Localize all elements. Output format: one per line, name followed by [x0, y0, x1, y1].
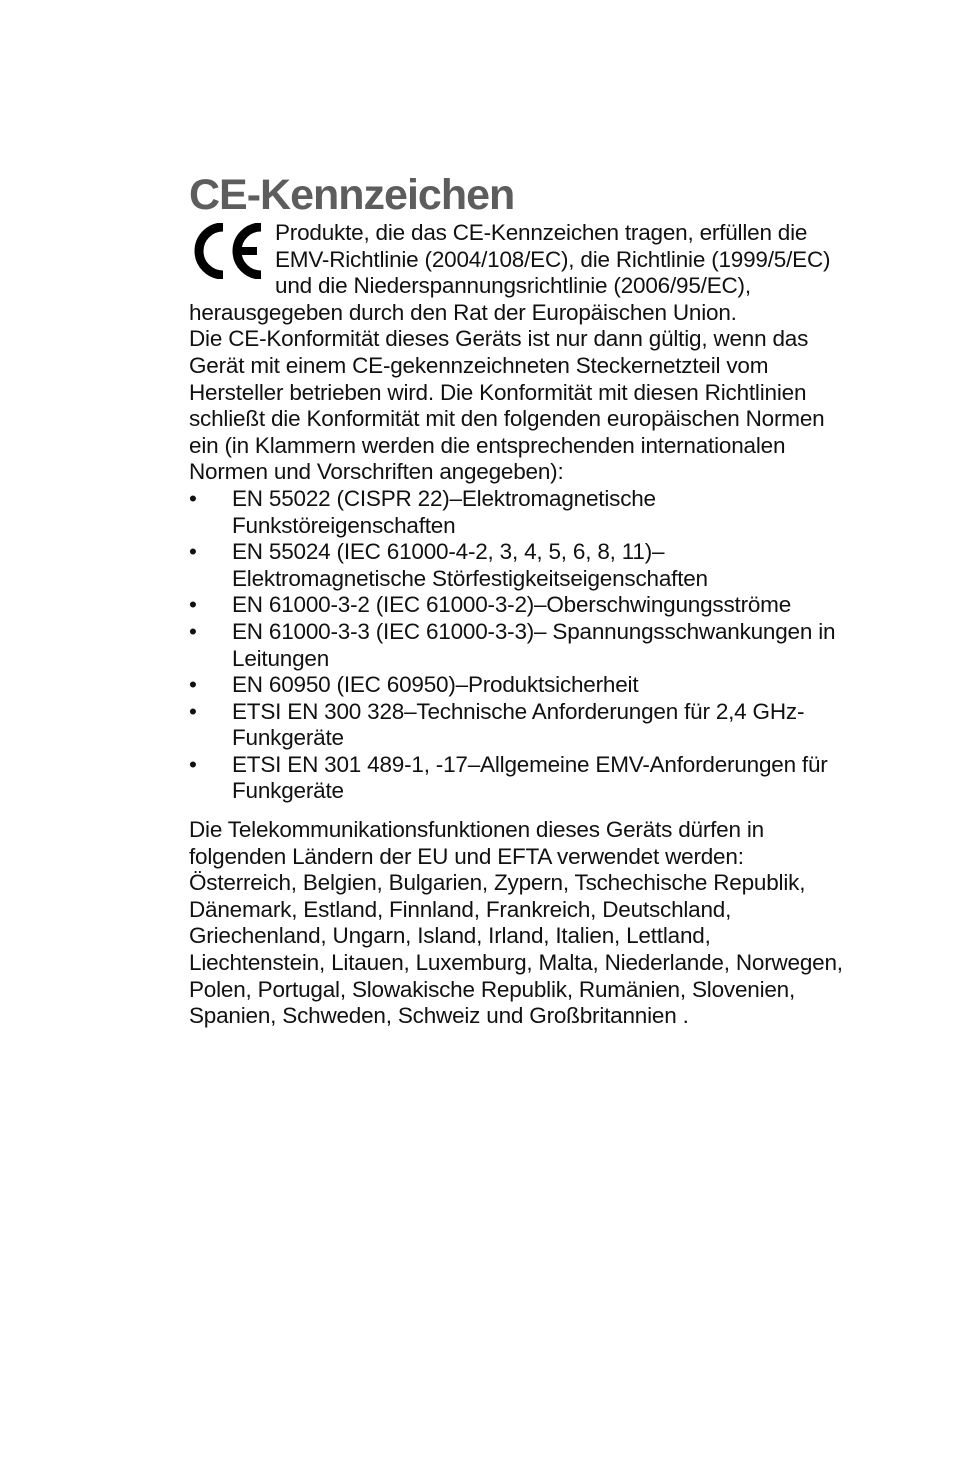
list-item [189, 592, 849, 619]
list-item [189, 752, 849, 805]
document-body [189, 220, 849, 1030]
standard-text: EN 55022 (CISPR 22)–Elektromagnetische Funkstöreigenschaften [232, 485, 656, 538]
bullet: • [189, 751, 197, 777]
list-item [189, 699, 849, 752]
standard-text: EN 61000-3-3 (IEC 61000-3-3)– Spannungsschwankungen in Leitungen [232, 618, 836, 671]
intro-paragraph: Produkte, die das CE-Kennzeichen tragen, erfüllen die EMV-Richtlinie (2004/108/EC), die Richtlinie (1999/5/EC) und die Niederspannungsrichtlinie (2006/95/EC), herausgegeben durch den Rat der Europäischen Union. [189, 220, 831, 325]
standard-text: ETSI EN 301 489-1, -17–Allgemeine EMV-Anforderungen für Funkgeräte [232, 751, 828, 804]
bullet: • [189, 485, 197, 511]
standard-text: EN 61000-3-2 (IEC 61000-3-2)–Oberschwingungsströme [232, 592, 792, 618]
bullet: • [189, 539, 197, 565]
bullet: • [189, 592, 197, 618]
list-item [189, 486, 849, 539]
standard-text: EN 60950 (IEC 60950)–Produktsicherheit [232, 672, 639, 698]
conformity-paragraph: Die CE-Konformität dieses Geräts ist nur dann gültig, wenn das Gerät mit einem CE-gekennzeichneten Steckernetzteil vom Hersteller betrieben wird. Die Konformität mit diesen Richtlinien schließt die Konformität mit den folgenden europäischen Normen ein (in Klammern werden die entsprechenden internationalen Normen und Vorschriften angegeben): [189, 326, 825, 485]
bullet: • [189, 618, 197, 644]
bullet: • [189, 698, 197, 724]
standard-text: ETSI EN 300 328–Technische Anforderungen für 2,4 GHz-Funkgeräte [232, 698, 805, 751]
list-item [189, 539, 849, 592]
standard-text: EN 55024 (IEC 61000-4-2, 3, 4, 5, 6, 8, 11)– Elektromagnetische Störfestigkeitseigenschaften [232, 539, 708, 591]
ce-mark-icon [189, 223, 263, 279]
list-item [189, 672, 849, 699]
document-page [189, 172, 849, 1030]
standards-list [189, 486, 849, 805]
bullet: • [189, 672, 197, 698]
countries-paragraph: Die Telekommunikationsfunktionen dieses Geräts dürfen in folgenden Ländern der EU und EFTA verwendet werden: Österreich, Belgien, Bulgarien, Zypern, Tschechische Republik, Dänemark, Estland, Finnland, Frankreich, Deutschland, Griechenland, Ungarn, Island, Irland, Italien, Lettland, Liechtenstein, Litauen, Luxemburg, Malta, Niederlande, Norwegen, Polen, Portugal, Slowakische Republik, Rumänien, Slovenien, Spanien, Schweden, Schweiz und Großbritannien . [189, 817, 843, 1029]
list-item [189, 619, 849, 672]
page-title: CE-Kennzeichen [189, 171, 515, 219]
